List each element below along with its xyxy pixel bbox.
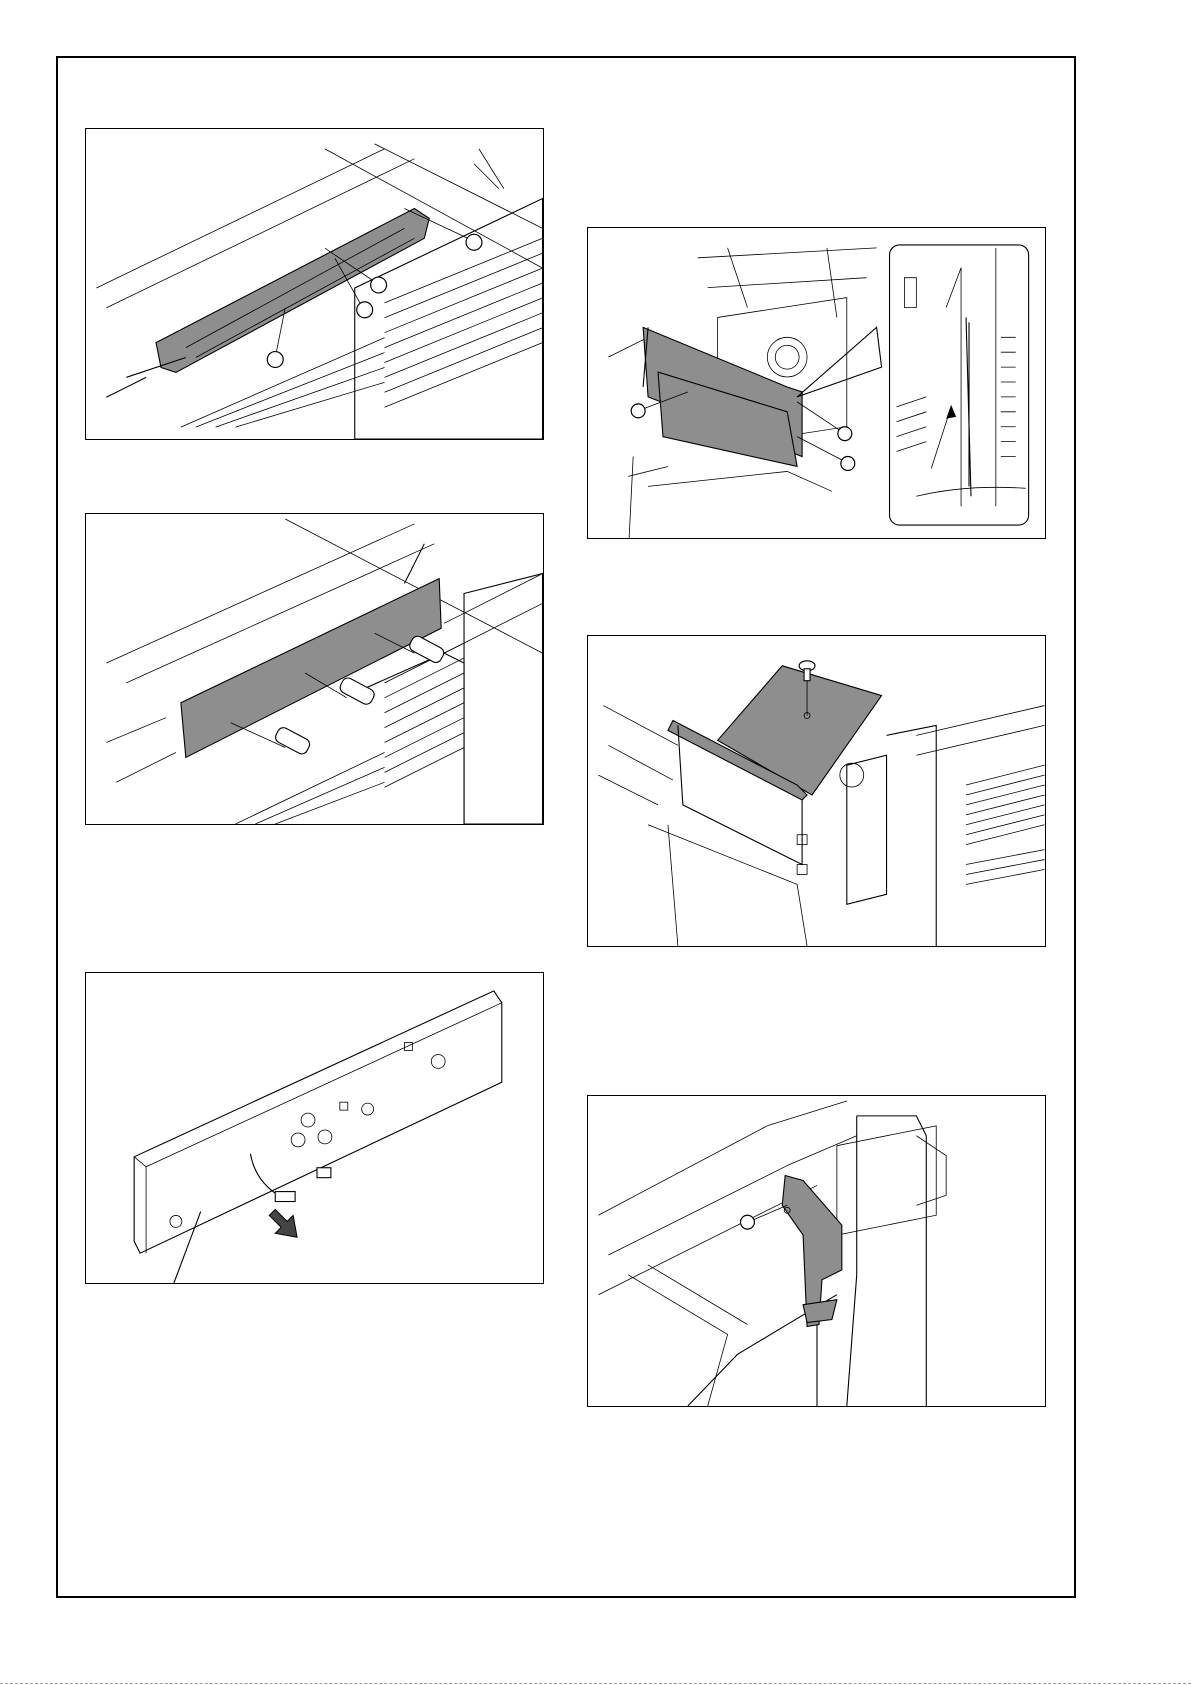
figure-connector-unplug (85, 972, 544, 1284)
figure-vertical-bracket (587, 1095, 1046, 1407)
top-cover-illustration (588, 636, 1045, 946)
screw-icon (740, 1205, 787, 1229)
figure-rear-cover-screws (85, 128, 544, 440)
screw-icon (797, 437, 855, 471)
footer-rule (0, 1683, 1191, 1684)
figure-side-plate-spacers (85, 513, 544, 825)
board-unit-illustration (588, 228, 1045, 538)
arrow-down-right-icon (269, 1209, 297, 1237)
connector-plate-illustration (86, 973, 543, 1283)
figure-top-cover-panel (587, 635, 1046, 947)
screw-icon (797, 402, 852, 441)
figure-board-unit-inset (587, 227, 1046, 539)
rear-cover-illustration (86, 129, 543, 439)
side-plate-illustration (86, 514, 543, 824)
bracket-illustration (588, 1096, 1045, 1406)
zoom-inset (890, 245, 1029, 525)
